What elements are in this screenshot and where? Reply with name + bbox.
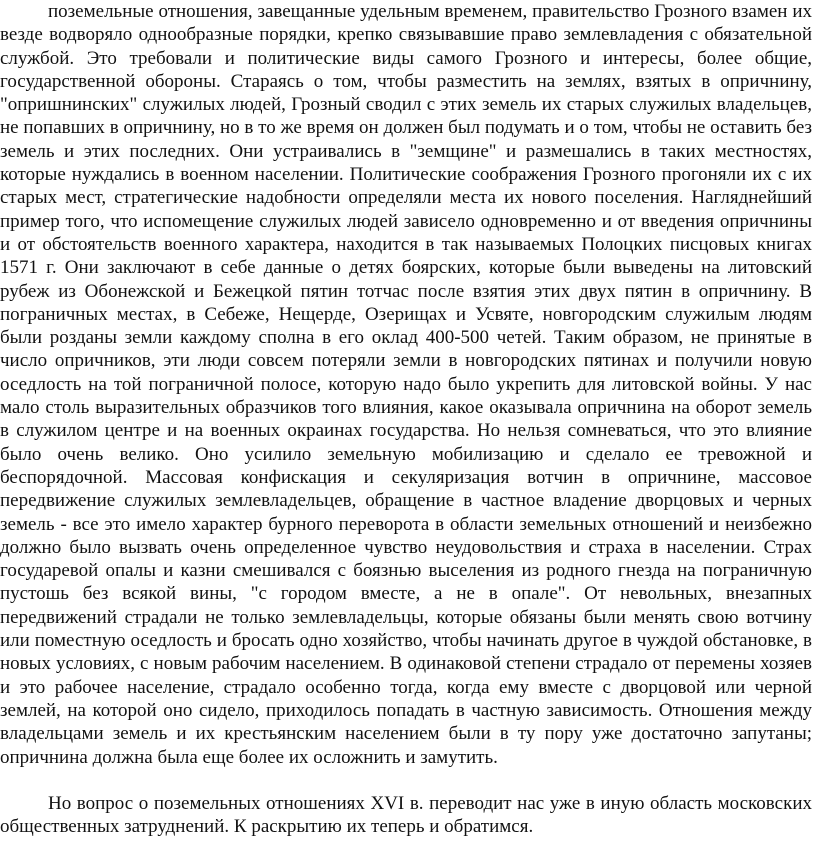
paragraph-spacer <box>0 769 812 792</box>
paragraph-2: Но вопрос о поземельных отношениях XVI в. переводит нас уже в иную область московских общественных затруднений. К раскрытию их теперь и обратимся. <box>0 793 812 838</box>
paragraph-1: поземельные отношения, завещанные удельным временем, правительство Грозного взамен их везде водворяло однообразные порядки, крепко связывавшие право землевладения с обязательной службой. Это требовали и политические виды самого Грозного и интересы, более общие, государственной обороны. Стараясь о том, чтобы разместить на землях, взятых в опричнину, "опришнинских" служилых людей, Грозный сводил с этих земель их старых служилых владельцев, не попавших в опричнину, но в то же время он должен был подумать и о том, чтобы не оставить без земель и этих последних. Они устраивались в "земщине" и размешались в таких местностях, которые нуждались в военном населении. Политические соображения Грозного прогоняли их с их старых мест, стратегические надобности определяли места их нового поселения. Нагляднейший пример того, что испомещение служилых людей зависело одновременно и от введения опричнины и от обстоятельств военного характера, находится в так называемых Полоцких писцовых книгах 1571 г. Они заключают в себе данные о детях боярских, которые были выведены на литовский рубеж из Обонежской и Бежецкой пятин тотчас после взятия этих двух пятин в опричнину. В пограничных местах, в Себеже, Нещерде, Озерищах и Усвяте, новгородским служилым людям были розданы земли каждому сполна в его оклад 400-500 четей. Таким образом, не принятые в число опричников, эти люди совсем потеряли земли в новгородских пятинах и получили новую оседлость на той пограничной полосе, которую надо было укрепить для литовской войны. У нас мало столь выразительных образчиков того влияния, какое оказывала опричнина на оборот земель в служилом центре и на военных окраинах государства. Но нельзя сомневаться, что это влияние было очень велико. Оно усилило земельную мобилизацию и сделало ее тревожной и беспорядочной. Массовая конфискация и секуляризация вотчин в опричнине, массовое передвижение служилых землевладельцев, обращение в частное владение дворцовых и черных земель - все это имело характер бурного переворота в области земельных отношений и неизбежно должно было вызвать очень определенное чувство неудовольствия и страха в населении. Страх государевой опалы и казни смешивался с боязнью выселения из родного гнезда на пограничную пустошь без всякой вины, "с городом вместе, а не в опале". От невольных, внезапных передвижений страдали не только землевладельцы, которые обязаны были менять свою вотчину или поместную оседлость и бросать одно хозяйство, чтобы начинать другое в чуждой обстановке, в новых условиях, с новым рабочим населением. В одинаковой степени страдало от перемены хозяев и это рабочее население, страдало особенно тогда, когда ему вместе с дворцовой или черной землей, на которой оно сидело, приходилось попадать в частную зависимость. Отношения между владельцами земель и их крестьянским населением были в ту пору уже достаточно запутаны; опричнина должна была еще более их осложнить и замутить. <box>0 1 812 768</box>
